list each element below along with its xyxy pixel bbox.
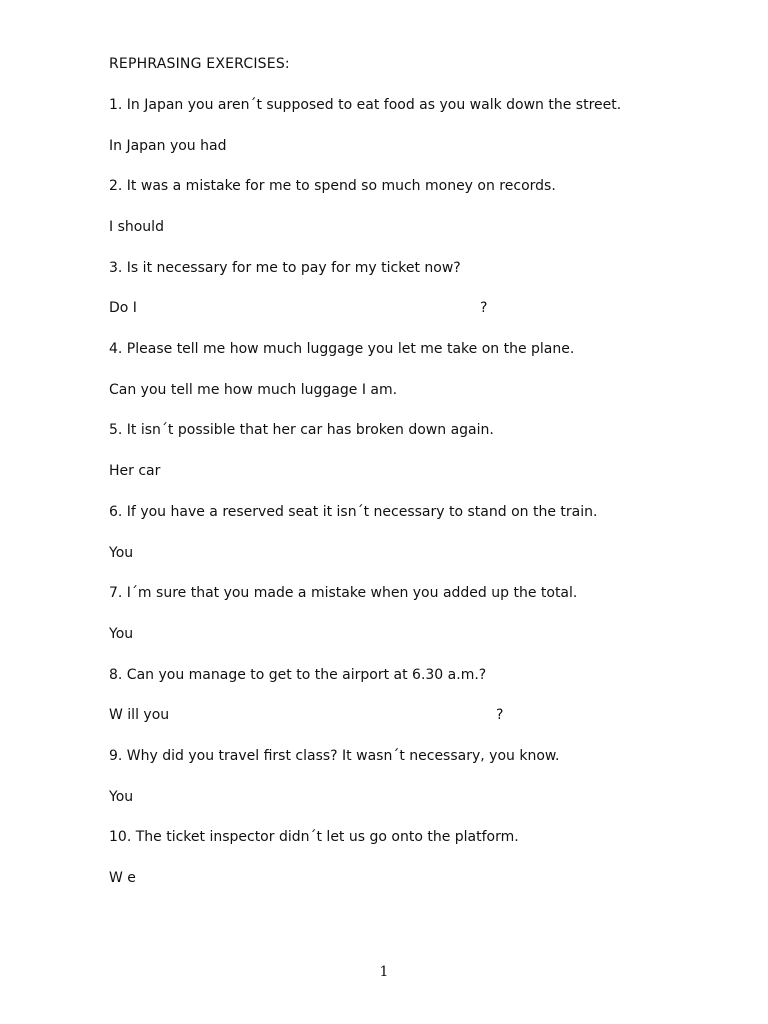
exercise-3-prompt: 3. Is it necessary for me to pay for my ticket now? bbox=[109, 260, 461, 276]
exercise-3-answer-start: Do I bbox=[109, 300, 137, 316]
exercise-1-answer-start: In Japan you had bbox=[109, 138, 227, 154]
exercise-4-prompt: 4. Please tell me how much luggage you let me take on the plane. bbox=[109, 341, 575, 357]
exercise-9-answer-start: You bbox=[109, 789, 134, 805]
exercise-1-prompt: 1. In Japan you aren´t supposed to eat food as you walk down the street. bbox=[109, 97, 622, 113]
exercise-2-answer-start: I should bbox=[109, 219, 164, 235]
exercise-7-answer-start: You bbox=[109, 626, 134, 642]
exercise-6-prompt: 6. If you have a reserved seat it isn´t necessary to stand on the train. bbox=[109, 504, 598, 520]
exercise-3-answer-end: ? bbox=[480, 300, 488, 316]
exercise-8-answer-end: ? bbox=[496, 707, 504, 723]
exercise-4-answer-start: Can you tell me how much luggage I am. bbox=[109, 382, 398, 398]
page-number: 1 bbox=[379, 964, 389, 980]
exercise-10-prompt: 10. The ticket inspector didn´t let us go onto the platform. bbox=[109, 829, 519, 845]
exercise-8-prompt: 8. Can you manage to get to the airport at 6.30 a.m.? bbox=[109, 667, 487, 683]
exercise-5-answer-start: Her car bbox=[109, 463, 161, 479]
exercise-5-prompt: 5. It isn´t possible that her car has broken down again. bbox=[109, 422, 494, 438]
exercise-2-prompt: 2. It was a mistake for me to spend so much money on records. bbox=[109, 178, 556, 194]
exercise-10-answer-start: W e bbox=[109, 870, 136, 886]
exercise-7-prompt: 7. I´m sure that you made a mistake when you added up the total. bbox=[109, 585, 578, 601]
exercise-8-answer-start: W ill you bbox=[109, 707, 170, 723]
exercise-9-prompt: 9. Why did you travel first class? It wasn´t necessary, you know. bbox=[109, 748, 560, 764]
page-title: REPHRASING EXERCISES: bbox=[109, 56, 290, 72]
exercise-6-answer-start: You bbox=[109, 545, 134, 561]
